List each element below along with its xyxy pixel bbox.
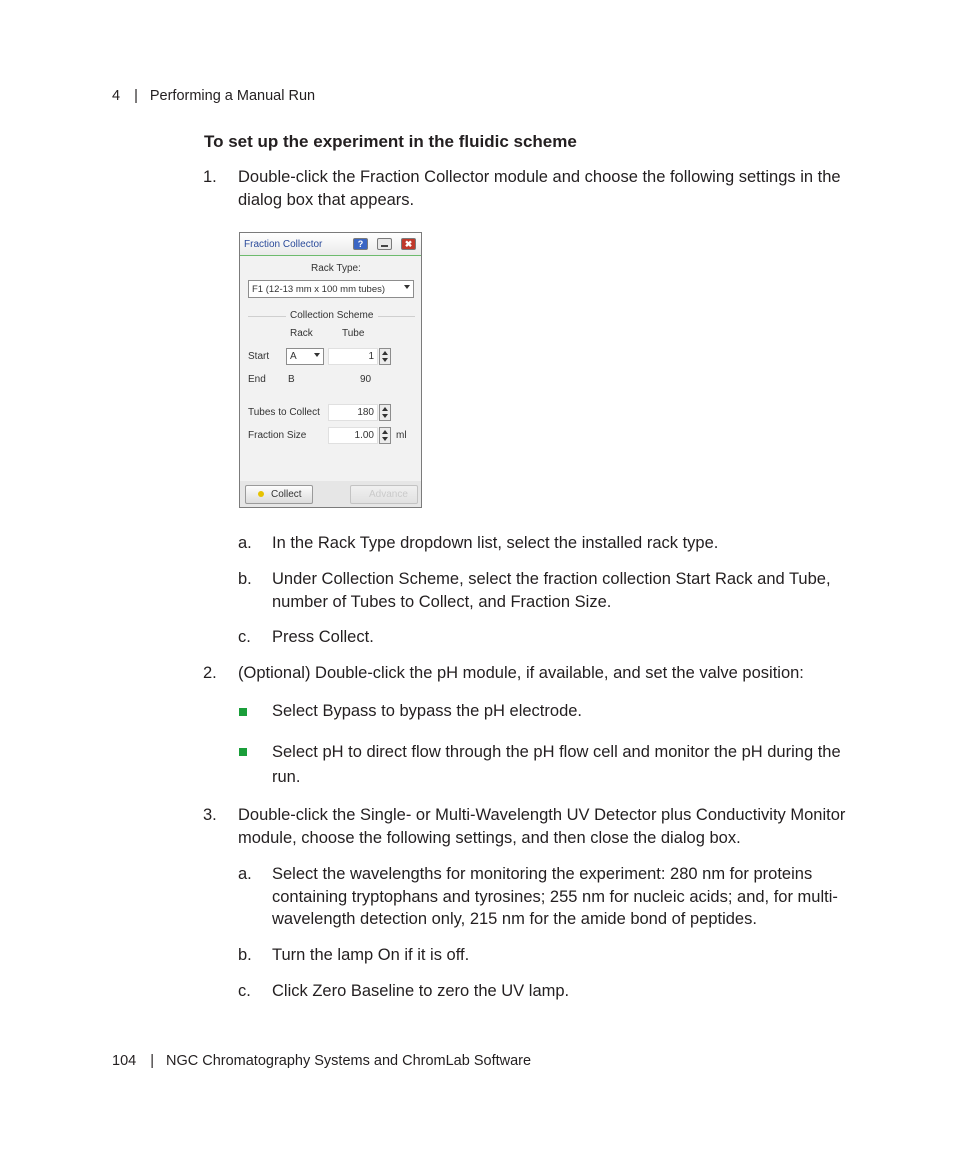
running-footer bbox=[112, 1053, 531, 1069]
advance-button[interactable] bbox=[350, 485, 418, 504]
running-header bbox=[112, 88, 315, 104]
fraction-size-unit: ml bbox=[396, 430, 407, 441]
rack-type-value: F1 (12-13 mm x 100 mm tubes) bbox=[252, 284, 386, 295]
step-3c-letter: c. bbox=[238, 982, 251, 1000]
fraction-collector-dialog bbox=[239, 232, 422, 508]
step-3-number: 3. bbox=[203, 806, 217, 824]
step-1c-letter: c. bbox=[238, 628, 251, 646]
step-3-text: Double-click the Single- or Multi-Wavelength UV Detector plus Conductivity Monitor module, choose the following settings, and then close the dialog box. bbox=[238, 806, 846, 847]
step-2-bullet-1: Select Bypass to bypass the pH electrode. bbox=[272, 702, 583, 720]
start-tube-spinner[interactable] bbox=[379, 348, 391, 365]
step-3b-text: Turn the lamp On if it is off. bbox=[272, 946, 470, 964]
chapter-title: Performing a Manual Run bbox=[149, 88, 316, 104]
tubes-to-collect-spinner[interactable] bbox=[379, 404, 391, 421]
rack-type-dropdown[interactable] bbox=[248, 280, 414, 298]
advance-button-label: Advance bbox=[369, 489, 408, 500]
end-label: End bbox=[248, 374, 266, 385]
step-2-text: (Optional) Double-click the pH module, if available, and set the valve position: bbox=[238, 664, 804, 682]
collect-button[interactable] bbox=[245, 485, 313, 504]
step-3a-letter: a. bbox=[238, 865, 252, 883]
rack-column-header: Rack bbox=[290, 328, 313, 339]
fraction-size-value: 1.00 bbox=[354, 430, 374, 441]
start-tube-input[interactable] bbox=[328, 348, 378, 365]
step-1b-text: Under Collection Scheme, select the fraction collection Start Rack and Tube, number of Tubes to Collect, and Fraction Size. bbox=[272, 570, 831, 611]
fraction-size-spinner[interactable] bbox=[379, 427, 391, 444]
divider bbox=[378, 316, 415, 317]
tube-column-header: Tube bbox=[342, 328, 365, 339]
step-1-text: Double-click the Fraction Collector module and choose the following settings in the dialog box that appears. bbox=[238, 168, 841, 209]
book-title: NGC Chromatography Systems and ChromLab Software bbox=[165, 1053, 532, 1069]
page-number: 104 bbox=[112, 1053, 137, 1069]
dialog-title: Fraction Collector bbox=[244, 239, 323, 250]
header-separator: | bbox=[134, 88, 138, 104]
rack-type-label: Rack Type: bbox=[311, 263, 361, 274]
start-rack-dropdown[interactable] bbox=[286, 348, 324, 365]
step-1c-text: Press Collect. bbox=[272, 628, 374, 646]
collect-button-label: Collect bbox=[271, 489, 302, 500]
chevron-down-icon bbox=[404, 285, 410, 289]
bullet-square-icon bbox=[239, 708, 247, 716]
minimize-icon[interactable] bbox=[377, 238, 392, 250]
divider bbox=[248, 316, 286, 317]
step-2-bullet-2: Select pH to direct flow through the pH flow cell and monitor the pH during the run. bbox=[272, 743, 841, 786]
tubes-to-collect-input[interactable] bbox=[328, 404, 378, 421]
footer-separator: | bbox=[150, 1053, 154, 1069]
tubes-to-collect-label: Tubes to Collect bbox=[248, 407, 320, 418]
start-label: Start bbox=[248, 351, 270, 362]
dialog-titlebar bbox=[240, 233, 421, 256]
step-3a-text: Select the wavelengths for monitoring the experiment: 280 nm for proteins containing tryptophans and tyrosines; 255 nm for nucleic acids; and, for multi-wavelength detection only, 215 nm for the amide bond of peptides. bbox=[272, 865, 838, 928]
bullet-square-icon bbox=[239, 748, 247, 756]
chapter-number: 4 bbox=[112, 88, 121, 104]
step-2-number: 2. bbox=[203, 664, 217, 682]
end-tube-value: 90 bbox=[360, 374, 372, 385]
fraction-size-label: Fraction Size bbox=[248, 430, 307, 441]
start-rack-value: A bbox=[290, 351, 297, 362]
step-3c-text: Click Zero Baseline to zero the UV lamp. bbox=[272, 982, 570, 1000]
step-1b-letter: b. bbox=[238, 570, 252, 588]
fraction-size-input[interactable] bbox=[328, 427, 378, 444]
step-1a-text: In the Rack Type dropdown list, select the installed rack type. bbox=[272, 534, 719, 552]
close-icon[interactable]: ✖ bbox=[401, 238, 416, 250]
collection-scheme-label: Collection Scheme bbox=[290, 310, 374, 321]
collect-icon bbox=[258, 491, 264, 497]
section-heading: To set up the experiment in the fluidic scheme bbox=[204, 132, 577, 151]
help-icon[interactable]: ? bbox=[353, 238, 368, 250]
step-3b-letter: b. bbox=[238, 946, 252, 964]
chevron-down-icon bbox=[314, 353, 320, 357]
tubes-to-collect-value: 180 bbox=[357, 407, 374, 418]
step-1a-letter: a. bbox=[238, 534, 252, 552]
end-rack-value: B bbox=[288, 374, 295, 385]
step-1-number: 1. bbox=[203, 168, 217, 186]
start-tube-value: 1 bbox=[368, 351, 374, 362]
